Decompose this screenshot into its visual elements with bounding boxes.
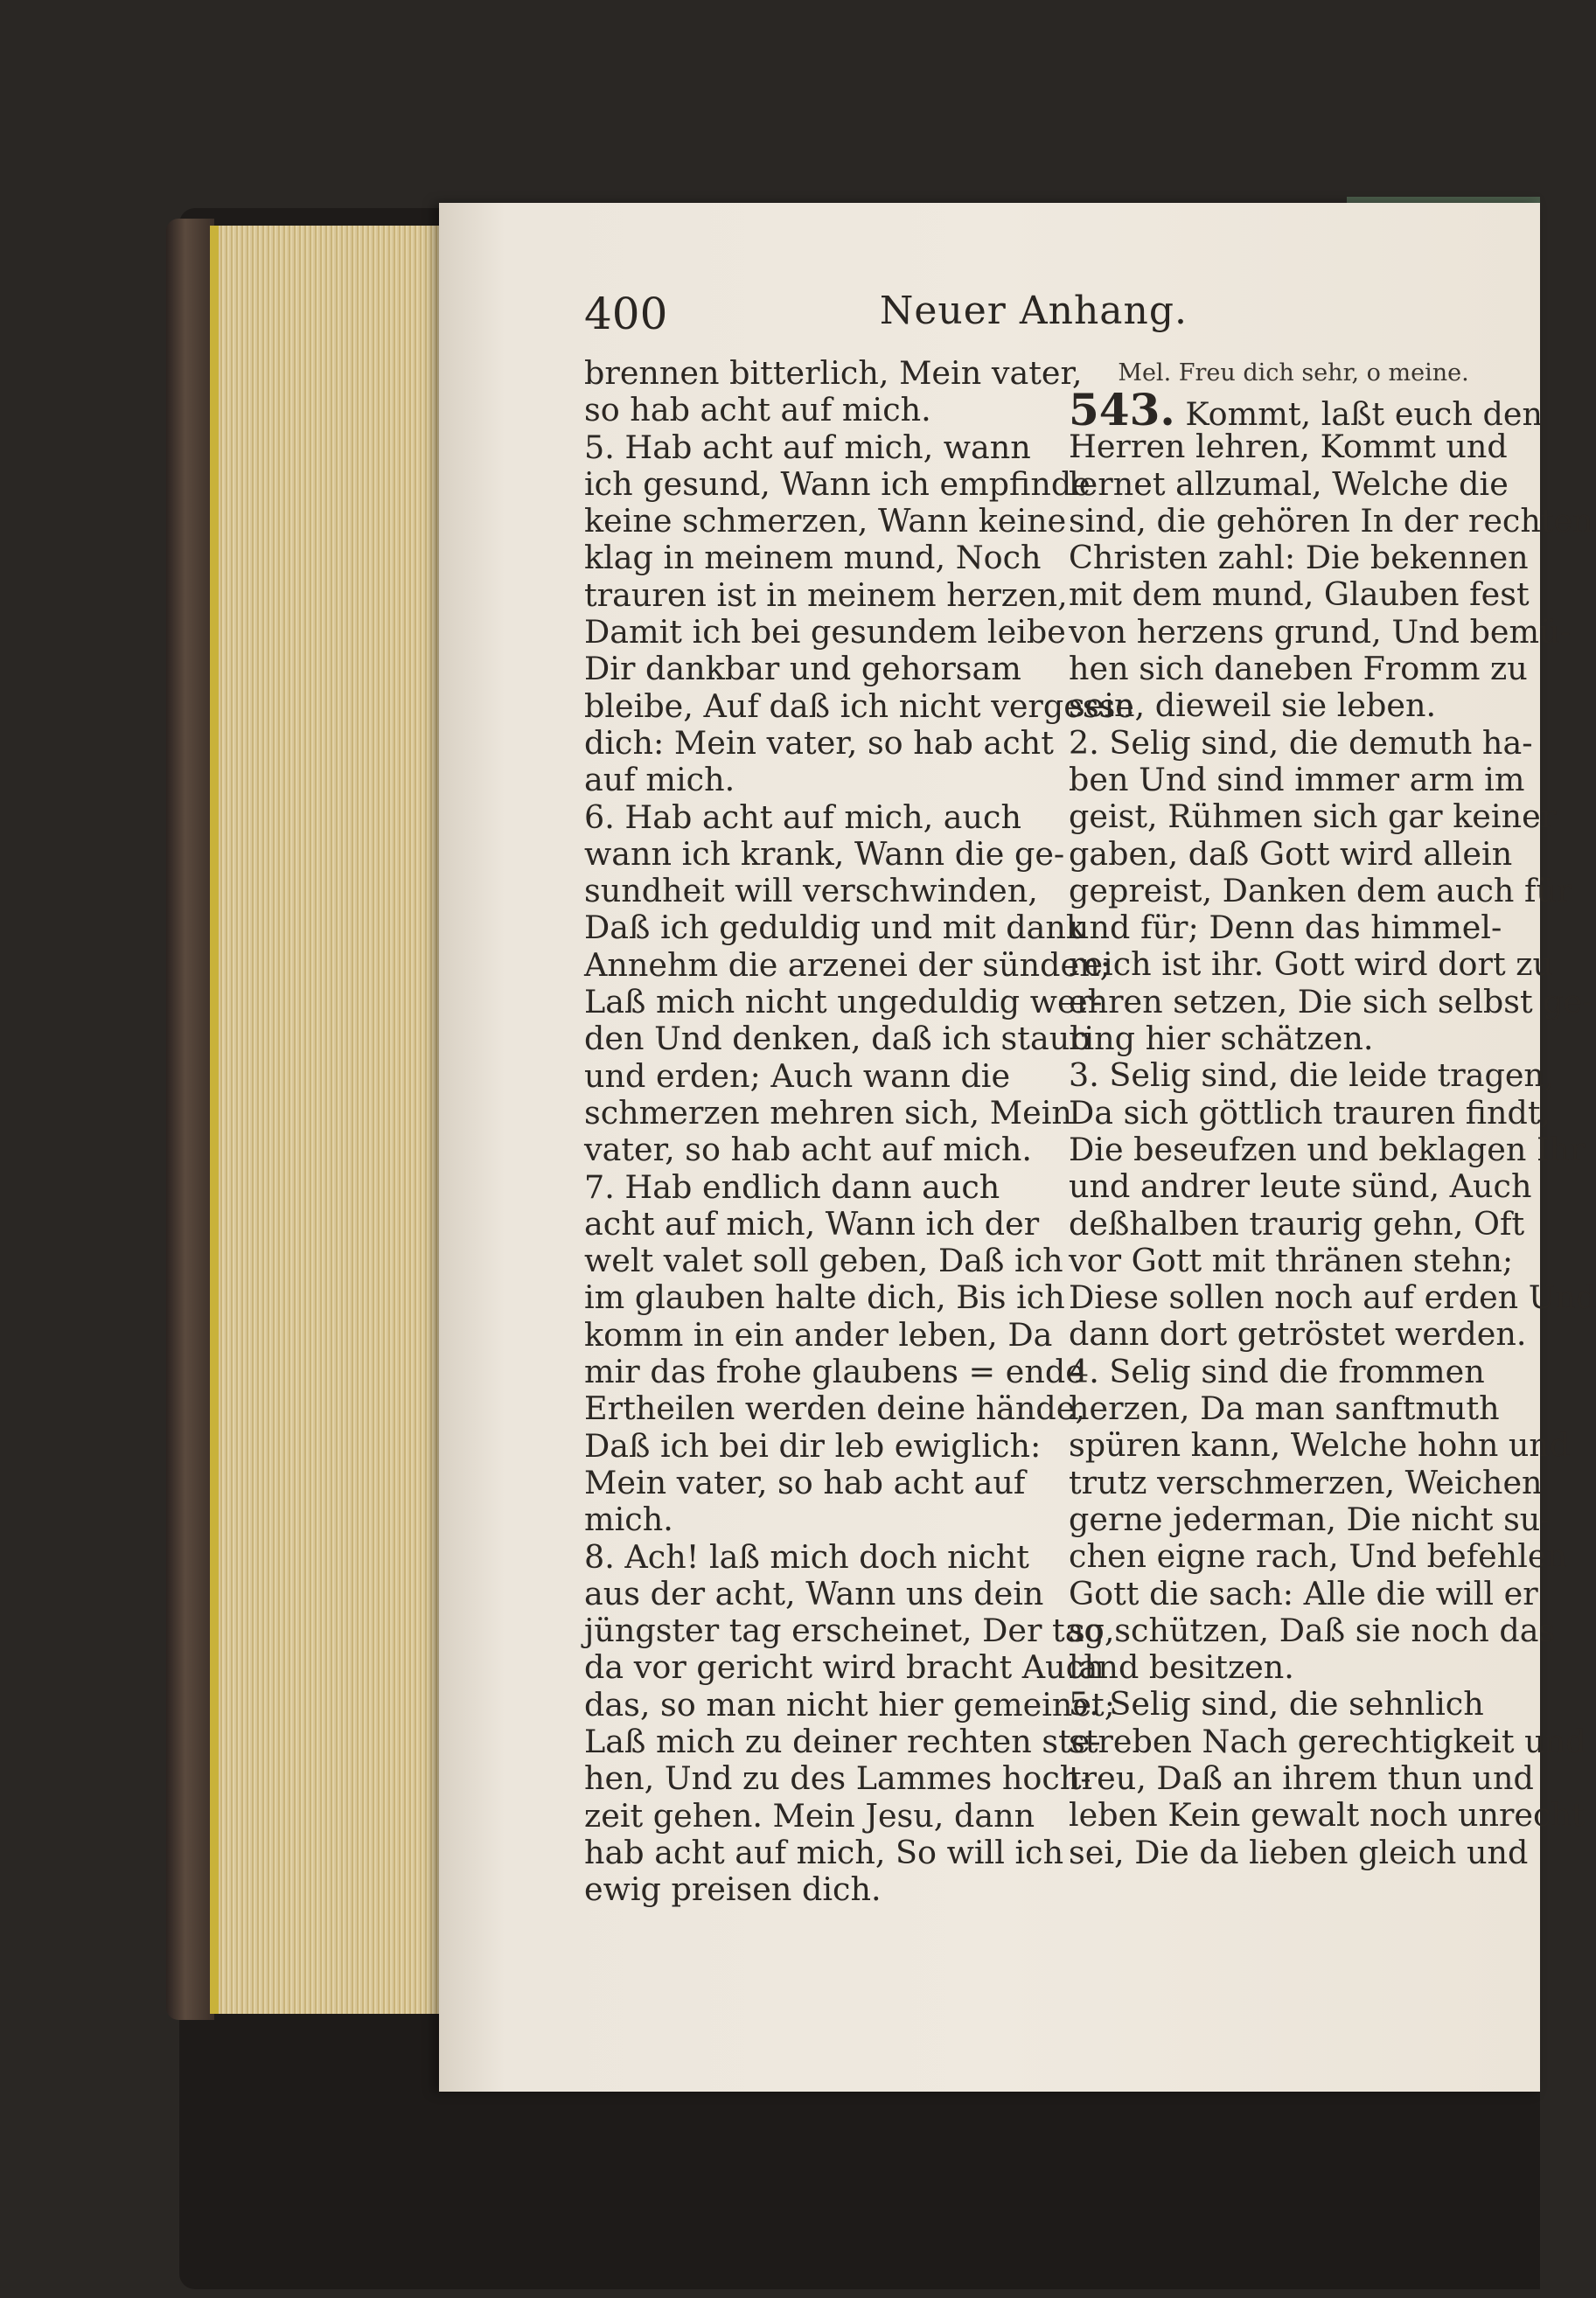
text-line: vater, so hab acht auf mich.	[584, 1131, 1033, 1169]
text-line: herzen, Da man sanftmuth	[1069, 1389, 1500, 1428]
hymn-first-line-text: Kommt, laßt euch den	[1174, 395, 1543, 433]
text-line: hab acht auf mich, So will ich	[584, 1833, 1064, 1871]
text-line: und andrer leute sünd, Auch	[1069, 1167, 1532, 1206]
text-line: sind, die gehören In der rechten	[1069, 501, 1593, 540]
text-line: Mein vater, so hab acht auf	[584, 1463, 1026, 1501]
text-line: im glauben halte dich, Bis ich	[584, 1278, 1065, 1317]
text-line: von herzens grund, Und bemü-	[1069, 612, 1571, 651]
text-line: mit dem mund, Glauben fest	[1069, 575, 1530, 614]
text-line: chen eigne rach, Und befehlen	[1069, 1537, 1567, 1576]
text-line: ewig preisen dich.	[584, 1870, 882, 1909]
right-column	[1069, 355, 1596, 1871]
text-line: leben Kein gewalt noch unrecht	[1069, 1796, 1585, 1835]
text-line: komm in ein ander leben, Da	[584, 1315, 1053, 1354]
text-line: sei, Die da lieben gleich und	[1069, 1833, 1529, 1871]
text-line: ich gesund, Wann ich empfinde	[584, 464, 1091, 503]
text-line: den Und denken, daß ich staub	[584, 1020, 1091, 1058]
book-spine	[166, 219, 214, 2020]
page-edges	[210, 226, 448, 2014]
text-line: geist, Rühmen sich gar keiner	[1069, 797, 1557, 836]
text-line: Laß mich nicht ungeduldig wer-	[584, 983, 1103, 1021]
hymn-number: 543.	[1069, 384, 1175, 435]
text-line: keine schmerzen, Wann keine	[584, 502, 1067, 540]
page-number: 400	[584, 289, 668, 339]
text-line: treu, Daß an ihrem thun und	[1069, 1758, 1534, 1797]
text-line: 6. Hab acht auf mich, auch	[584, 797, 1022, 836]
text-line: ben Und sind immer arm im	[1069, 760, 1525, 798]
text-line: acht auf mich, Wann ich der	[584, 1204, 1040, 1243]
text-line: so schützen, Daß sie noch das	[1069, 1611, 1556, 1649]
text-line: so hab acht auf mich.	[584, 391, 931, 429]
text-line: wann ich krank, Wann die ge-	[584, 834, 1065, 873]
text-line: Die beseufzen und beklagen Ihr	[1069, 1130, 1586, 1168]
text-line: klag in meinem mund, Noch	[584, 539, 1042, 577]
text-line: Ertheilen werden deine hände,	[584, 1389, 1085, 1428]
text-line: streben Nach gerechtigkeit und	[1069, 1722, 1586, 1760]
text-line: hen, Und zu des Lammes hoch-	[584, 1759, 1091, 1798]
text-line: das, so man nicht hier gemeinet;	[584, 1685, 1116, 1724]
text-line: Damit ich bei gesundem leibe	[584, 613, 1066, 651]
text-line: reich ist ihr. Gott wird dort zu	[1069, 945, 1553, 984]
text-line: vor Gott mit thränen stehn;	[1069, 1241, 1514, 1279]
text-line: gepreist, Danken dem auch für	[1069, 871, 1572, 909]
text-line: 2. Selig sind, die demuth ha-	[1069, 723, 1533, 762]
text-line: trauren ist in meinem herzen,	[584, 575, 1068, 614]
hymn-first-line	[1069, 384, 1543, 435]
text-line: aus der acht, Wann uns dein	[584, 1574, 1044, 1612]
text-line: Annehm die arzenei der sünden;	[584, 945, 1111, 984]
text-line: 7. Hab endlich dann auch	[584, 1167, 1000, 1206]
text-line: ring hier schätzen.	[1069, 1020, 1374, 1058]
text-line: Christen zahl: Die bekennen	[1069, 539, 1529, 577]
text-line: welt valet soll geben, Daß ich	[584, 1242, 1063, 1280]
text-line: schmerzen mehren sich, Mein	[584, 1093, 1072, 1132]
text-line: deßhalben traurig gehn, Oft	[1069, 1204, 1525, 1243]
text-line: 4. Selig sind die frommen	[1069, 1352, 1485, 1390]
text-line: dann dort getröstet werden.	[1069, 1315, 1527, 1354]
text-line: 3. Selig sind, die leide tragen,	[1069, 1056, 1555, 1095]
text-line: jüngster tag erscheinet, Der tag,	[584, 1612, 1115, 1650]
text-line: Laß mich zu deiner rechten ste-	[584, 1722, 1101, 1760]
melody-line: Mel. Freu dich sehr, o meine.	[1118, 359, 1469, 386]
running-head: Neuer Anhang.	[879, 289, 1188, 333]
text-line: zeit gehen. Mein Jesu, dann	[584, 1796, 1035, 1835]
text-line: 8. Ach! laß mich doch nicht	[584, 1537, 1029, 1576]
text-line: auf mich.	[584, 761, 735, 799]
text-line: brennen bitterlich, Mein vater,	[584, 354, 1083, 392]
page-header	[584, 289, 1188, 350]
text-line: sundheit will verschwinden,	[584, 872, 1038, 910]
text-line: gaben, daß Gott wird allein	[1069, 834, 1513, 873]
text-line: Dir dankbar und gehorsam	[584, 650, 1021, 688]
text-line: Daß ich geduldig und mit dank	[584, 909, 1086, 947]
text-line: hen sich daneben Fromm zu	[1069, 650, 1528, 688]
text-line: lernet allzumal, Welche die	[1069, 464, 1509, 503]
text-line: spüren kann, Welche hohn und	[1069, 1426, 1571, 1465]
text-line: gerne jederman, Die nicht su-	[1069, 1500, 1551, 1538]
text-line: ehren setzen, Die sich selbst ge-	[1069, 982, 1593, 1020]
text-line: da vor gericht wird bracht Auch	[584, 1648, 1105, 1687]
text-line: 5. Hab acht auf mich, wann	[584, 428, 1031, 466]
right-column-lines	[1069, 428, 1596, 1871]
text-line: und für; Denn das himmel-	[1069, 909, 1502, 947]
text-line: Da sich göttlich trauren findt,	[1069, 1093, 1551, 1132]
text-line: dich: Mein vater, so hab acht	[584, 723, 1054, 762]
text-line: trutz verschmerzen, Weichen	[1069, 1463, 1543, 1501]
text-line: sein, dieweil sie leben.	[1069, 686, 1437, 725]
text-line: mir das frohe glaubens = ende	[584, 1353, 1084, 1391]
text-line: 5. Selig sind, die sehnlich	[1069, 1685, 1484, 1724]
text-line: Diese sollen noch auf erden Und	[1069, 1278, 1596, 1317]
text-line: Herren lehren, Kommt und	[1069, 428, 1508, 466]
text-line: Gott die sach: Alle die will er	[1069, 1574, 1538, 1612]
text-line: bleibe, Auf daß ich nicht vergesse	[584, 686, 1134, 725]
text-line: land besitzen.	[1069, 1648, 1294, 1687]
text-line: mich.	[584, 1501, 673, 1539]
text-line: und erden; Auch wann die	[584, 1056, 1011, 1095]
text-line: Daß ich bei dir leb ewiglich:	[584, 1426, 1042, 1465]
